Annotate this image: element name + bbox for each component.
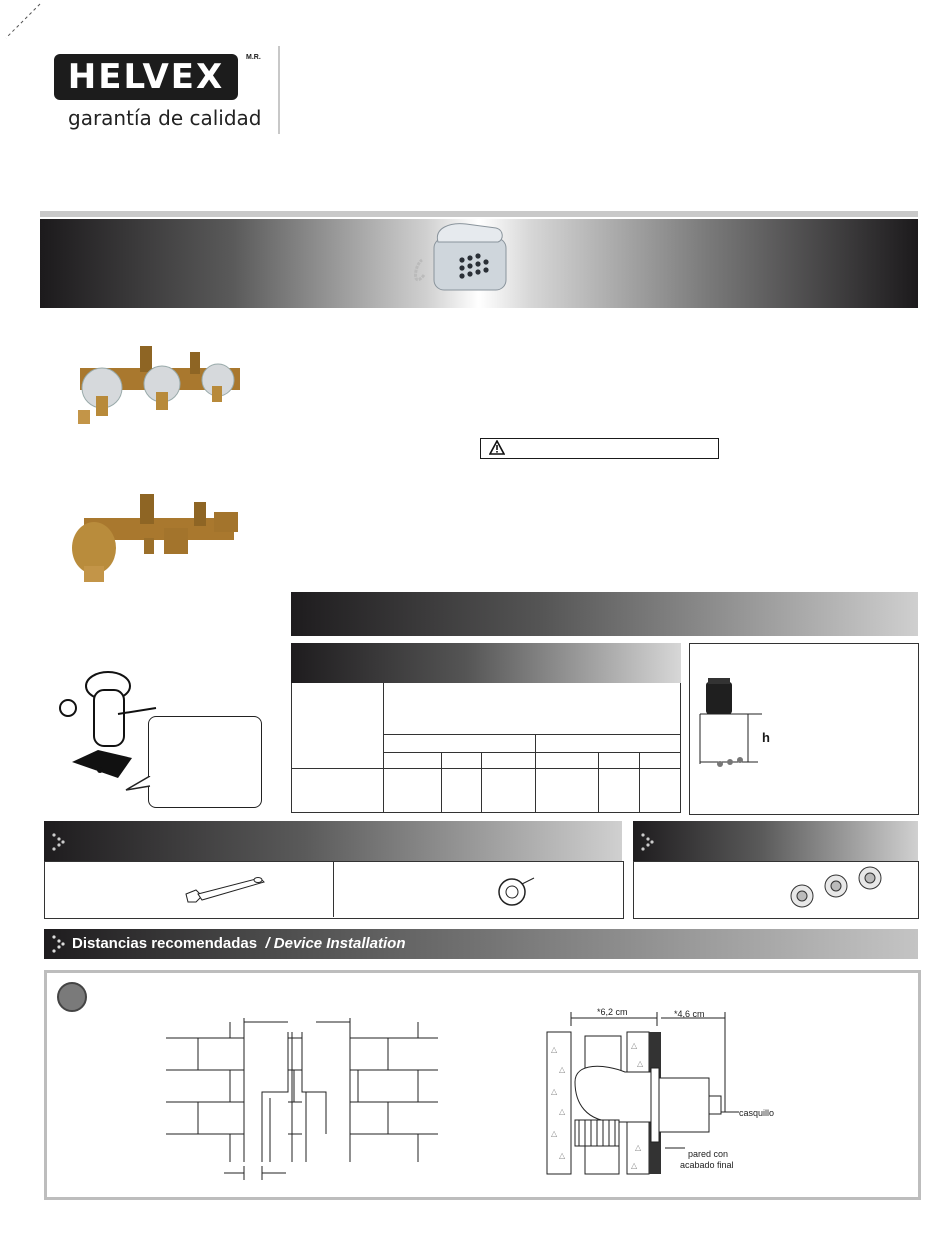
brand-logo: HELVEX (54, 54, 238, 100)
bullet-dots-icon (51, 934, 65, 954)
product-body-image (64, 488, 244, 588)
svg-text:△: △ (637, 1059, 644, 1068)
brick-wall-diagram (166, 1002, 442, 1182)
warning-box (480, 438, 719, 459)
warning-triangle-icon (489, 440, 505, 460)
specs-table (291, 683, 681, 813)
height-diagram (689, 643, 919, 815)
svg-text:△: △ (551, 1087, 558, 1096)
fold-mark (4, 2, 44, 42)
speech-bubble (148, 716, 262, 808)
product-valve-image (70, 340, 246, 430)
svg-text:△: △ (559, 1151, 566, 1160)
svg-text:△: △ (551, 1129, 558, 1138)
parts-section-bar (633, 821, 918, 861)
specs-section-bar (291, 592, 918, 636)
step-badge (57, 982, 87, 1012)
svg-text:△: △ (559, 1107, 566, 1116)
label-wall-line1: pared con (688, 1149, 729, 1159)
svg-text:△: △ (635, 1143, 642, 1152)
installation-title (72, 935, 405, 952)
label-casquillo: casquillo (739, 1108, 775, 1118)
adjustable-wrench-icon (182, 872, 268, 906)
tools-section-bar (44, 821, 622, 861)
bullet-dots-icon (640, 832, 654, 852)
installation-title-es: Distancias recomendadas (72, 935, 258, 952)
svg-text:△: △ (631, 1161, 638, 1170)
dimension-right: *4,6 cm (674, 1009, 705, 1019)
installation-title-en: / Device Installation (265, 935, 406, 952)
brand-tagline: garantía de calidad (68, 106, 262, 130)
height-label: h (762, 730, 770, 745)
teflon-tape-icon (496, 874, 536, 908)
specs-subsection-bar (291, 643, 681, 683)
dimension-left: *6,2 cm (597, 1007, 628, 1017)
telephone-icon (404, 220, 514, 295)
escutcheon-rings-image (786, 866, 886, 910)
svg-text:△: △ (551, 1045, 558, 1054)
speech-bubble-tail (124, 776, 154, 796)
label-wall-line2: acabado final (680, 1160, 734, 1170)
svg-text:△: △ (631, 1041, 638, 1050)
tools-divider (333, 861, 334, 917)
tools-box (44, 861, 624, 919)
top-rule (40, 211, 918, 217)
svg-text:△: △ (559, 1065, 566, 1074)
bullet-dots-icon (51, 832, 65, 852)
mascot-illustration (58, 662, 158, 792)
brand-mark: M.R. (246, 54, 261, 61)
header-divider (278, 46, 280, 134)
